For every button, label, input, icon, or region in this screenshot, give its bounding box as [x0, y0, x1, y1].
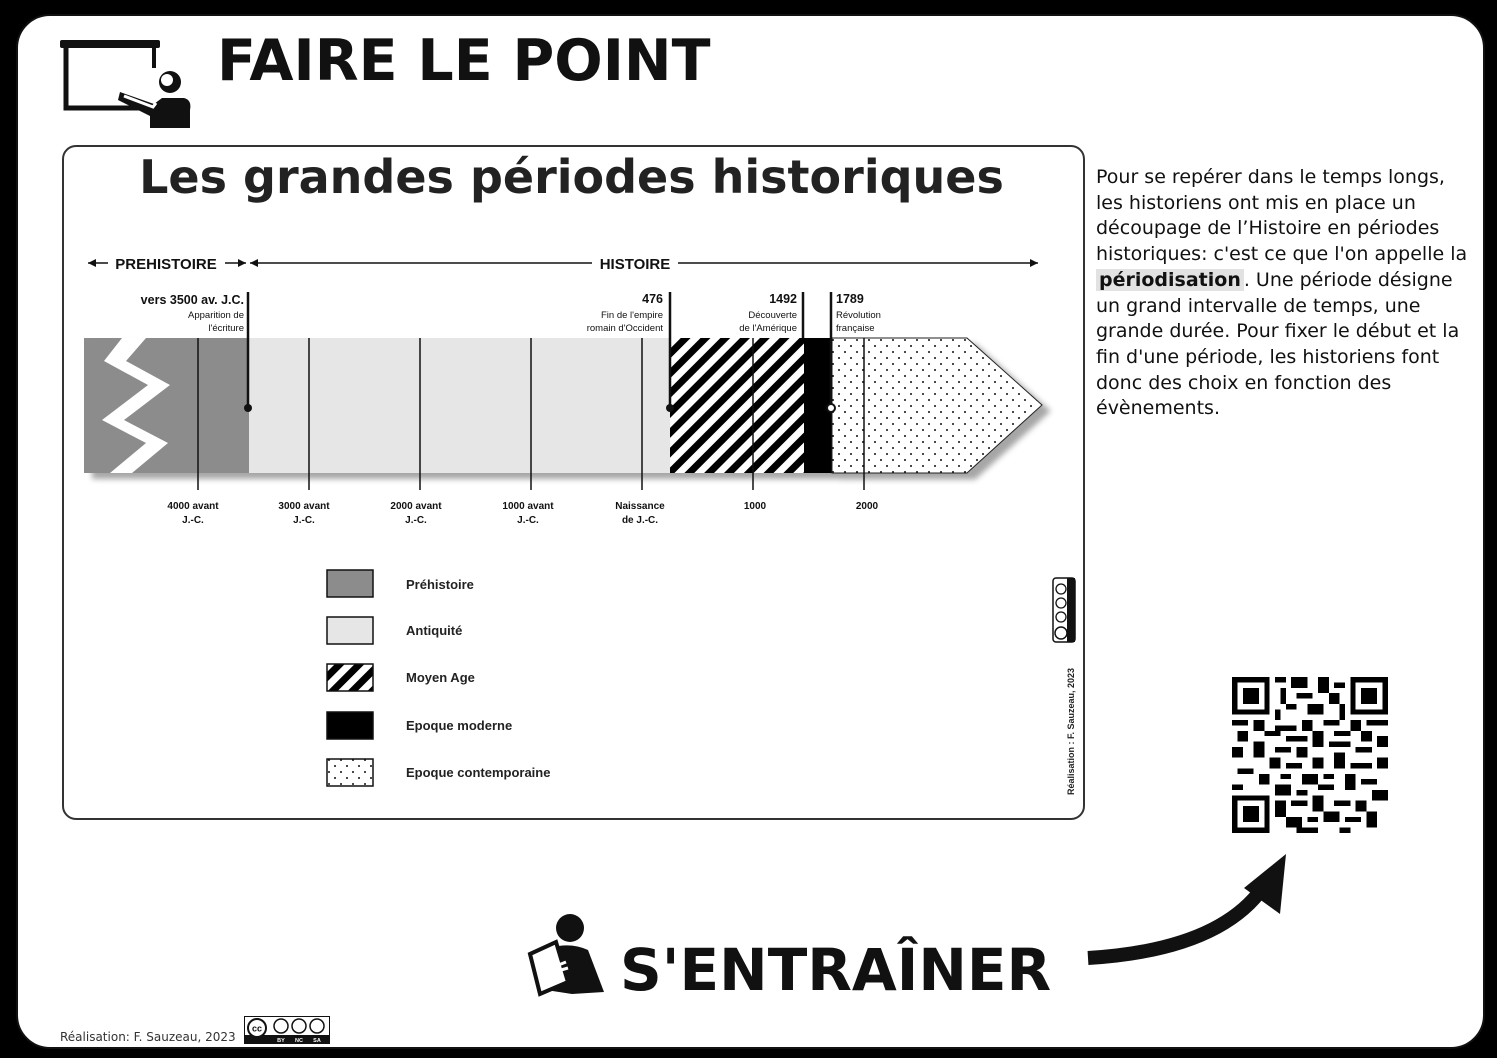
legend-label: Moyen Age	[406, 670, 475, 685]
history-span-label: HISTOIRE	[599, 256, 671, 273]
cc-label: BY	[277, 1038, 285, 1044]
event-desc: romain d'Occident	[586, 323, 663, 334]
legend	[327, 570, 550, 786]
legend-label: Epoque moderne	[406, 718, 513, 733]
legend-label: Préhistoire	[406, 577, 474, 592]
tick-label: 4000 avant	[167, 501, 219, 512]
event-desc: Fin de l'empire	[600, 310, 663, 321]
teacher-board-icon	[58, 38, 198, 130]
tick-label: de J.-C.	[621, 515, 659, 526]
cc-license-icon-small	[1053, 578, 1075, 642]
tick-label: Naissance	[615, 501, 665, 512]
practice-heading: S'ENTRAÎNER	[620, 936, 1052, 1004]
curved-arrow-icon	[1080, 850, 1300, 980]
event-date: 1789	[836, 292, 864, 306]
student-reading-icon[interactable]	[526, 912, 612, 998]
middle-ages-segment	[670, 338, 804, 473]
tick-label: J.-C.	[293, 515, 315, 526]
timeline-diagram	[62, 145, 1081, 816]
prehistory-span-label: PREHISTOIRE	[115, 256, 217, 273]
page-title: FAIRE LE POINT	[217, 28, 711, 94]
highlighted-term: périodisation	[1096, 269, 1244, 291]
legend-label: Epoque contemporaine	[406, 765, 551, 780]
tick-label: 3000 avant	[278, 501, 330, 512]
legend-swatch-prehistory	[327, 570, 373, 597]
event-desc: l'écriture	[208, 323, 244, 334]
card-title: Les grandes périodes historiques	[139, 150, 1004, 204]
tick-label: J.-C.	[182, 515, 204, 526]
event-desc: Découverte	[748, 310, 797, 321]
event-desc: de l'Amérique	[739, 323, 797, 334]
svg-text:cc: cc	[251, 1023, 263, 1034]
timeline-bar	[84, 338, 1042, 473]
antiquity-segment	[249, 338, 670, 473]
event-date: 1492	[769, 292, 797, 306]
tick-label: 2000 avant	[390, 501, 442, 512]
cc-license-icon	[244, 1016, 330, 1044]
tick-label: J.-C.	[517, 515, 539, 526]
event-date: 476	[642, 292, 663, 306]
legend-swatch-middle-ages	[327, 664, 373, 691]
legend-swatch-antiquity	[327, 617, 373, 644]
tick-label: 1000 avant	[502, 501, 554, 512]
description-text: . Une période désigne un grand intervalle de temps, une grande durée. Pour fixer le début et la fin d'une période, les historiens font donc des choix en fonction des évènements.	[1096, 268, 1460, 420]
legend-swatch-contemporary	[327, 759, 373, 786]
vertical-credit: Réalisation : F. Sauzeau, 2023	[1066, 667, 1076, 795]
legend-swatch-modern	[327, 712, 373, 739]
qr-code[interactable]	[1232, 677, 1388, 833]
cc-label: SA	[313, 1038, 321, 1044]
legend-label: Antiquité	[406, 623, 463, 638]
tick-label: 2000	[855, 501, 879, 512]
event-desc: Révolution	[836, 310, 881, 321]
periodisation-description	[1096, 165, 1474, 422]
event-desc: Apparition de	[188, 310, 244, 321]
tick-label: J.-C.	[405, 515, 427, 526]
tick-label: 1000	[743, 501, 767, 512]
event-date: vers 3500 av. J.C.	[140, 293, 244, 307]
event-desc: française	[836, 323, 875, 334]
cc-label: NC	[295, 1038, 303, 1044]
footer-credit: Réalisation: F. Sauzeau, 2023	[60, 1030, 236, 1044]
description-text: Pour se repérer dans le temps longs, les historiens ont mis en place un découpage de l’Histoire en périodes historiques: c'est ce que l'on appelle la	[1096, 166, 1468, 266]
